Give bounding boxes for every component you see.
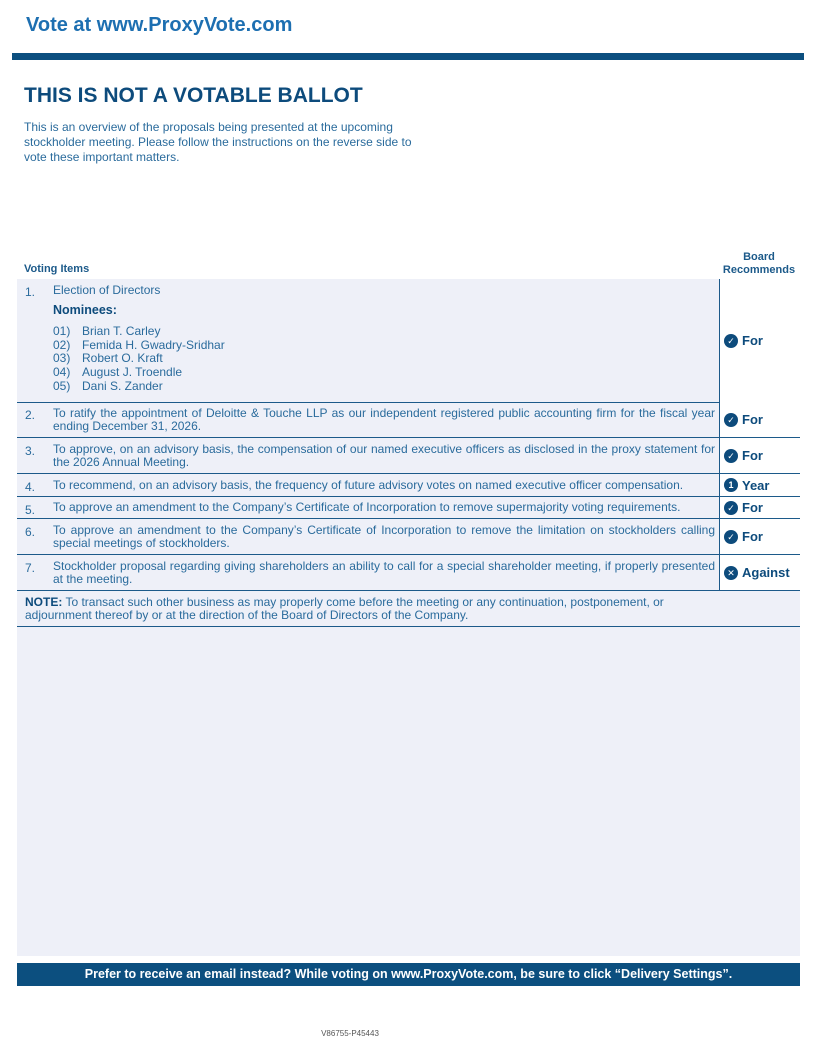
board-recommendation: 1 Year bbox=[719, 474, 800, 496]
proposal-row-3 bbox=[17, 438, 800, 474]
nominee: 03) Robert O. Kraft bbox=[53, 351, 163, 366]
check-icon: ✓ bbox=[724, 501, 738, 515]
board-recommendation: ✓ For bbox=[719, 402, 800, 437]
proposal-text: Stockholder proposal regarding giving shareholders an ability to call for a special shareholder meeting, if properly presented at the meeting. bbox=[53, 559, 715, 586]
proposal-number: 2. bbox=[25, 408, 36, 422]
header-rule bbox=[12, 53, 804, 60]
x-icon: ✕ bbox=[724, 566, 738, 580]
nominee: 05) Dani S. Zander bbox=[53, 378, 163, 393]
board-recommendation: ✓ For bbox=[719, 279, 800, 402]
one-year-icon: 1 bbox=[724, 478, 738, 492]
board-recommendation: ✕ Against bbox=[719, 555, 800, 590]
board-recommendation: ✓ For bbox=[719, 438, 800, 473]
proposal-number: 5. bbox=[25, 503, 36, 517]
proposal-text: To ratify the appointment of Deloitte & Touche LLP as our independent registered public accounting firm for the fiscal year ending December 31, 2026. bbox=[53, 406, 715, 433]
nominee: 04) August J. Troendle bbox=[53, 365, 183, 380]
proposal-row-1 bbox=[17, 279, 800, 403]
nominee: 01) Brian T. Carley bbox=[53, 324, 161, 338]
intro-text: This is an overview of the proposals being presented at the upcoming stockholder meeting. Please follow the instructions on the reverse side to vote these important matters. bbox=[24, 120, 412, 164]
footer-banner: Prefer to receive an email instead? While voting on www.ProxyVote.com, be sure to click “Delivery Settings”. bbox=[17, 963, 800, 986]
proposal-row-7 bbox=[17, 555, 800, 591]
check-icon: ✓ bbox=[724, 413, 738, 427]
proposal-row-2 bbox=[17, 402, 800, 438]
header-title: Vote at www.ProxyVote.com bbox=[26, 14, 293, 36]
document-code: V86755-P45443 bbox=[321, 1029, 379, 1038]
ballot-heading: THIS IS NOT A VOTABLE BALLOT bbox=[24, 84, 363, 107]
nominee-list bbox=[53, 325, 715, 394]
note-row bbox=[17, 590, 800, 627]
board-recommends-header: Board Recommends bbox=[722, 251, 796, 276]
proposal-text: To approve an amendment to the Company’s Certificate of Incorporation to remove supermajority voting requirements. bbox=[53, 500, 681, 514]
proposal-text: To recommend, on an advisory basis, the frequency of future advisory votes on named executive officer compensation. bbox=[53, 478, 684, 492]
check-icon: ✓ bbox=[724, 530, 738, 544]
proposal-row-5 bbox=[17, 497, 800, 519]
proposal-number: 1. bbox=[25, 285, 36, 299]
proposal-number: 4. bbox=[25, 480, 36, 494]
board-recommendation: ✓ For bbox=[719, 519, 800, 554]
check-icon: ✓ bbox=[724, 334, 738, 348]
proposal-row-4 bbox=[17, 474, 800, 497]
proposal-number: 6. bbox=[25, 525, 36, 539]
proposal-text: To approve an amendment to the Company’s Certificate of Incorporation to remove the limitation on stockholders calling special meetings of stockholders. bbox=[53, 523, 715, 550]
proposal-row-6 bbox=[17, 519, 800, 555]
note-text: NOTE: To transact such other business as may properly come before the meeting or any continuation, postponement, or adjournment thereof by or at the direction of the Board of Directors of the Company. bbox=[25, 595, 664, 622]
proposal-number: 7. bbox=[25, 561, 36, 575]
check-icon: ✓ bbox=[724, 449, 738, 463]
proposal-text: Election of Directors Nominees: 01) Brian T. Carley 02) Femida H. Gwadry-Sridhar 03) Robert O. Kraft 04) August J. Troendle 05) Dani S. Zander bbox=[53, 284, 715, 394]
proposal-number: 3. bbox=[25, 444, 36, 458]
nominees-label: Nominees: bbox=[53, 303, 117, 317]
proposal-text: To approve, on an advisory basis, the compensation of our named executive officers as disclosed in the proxy statement for the 2026 Annual Meeting. bbox=[53, 442, 715, 469]
nominee: 02) Femida H. Gwadry-Sridhar bbox=[53, 337, 225, 352]
board-recommendation: ✓ For bbox=[719, 497, 800, 518]
voting-items-header: Voting Items bbox=[24, 263, 90, 275]
